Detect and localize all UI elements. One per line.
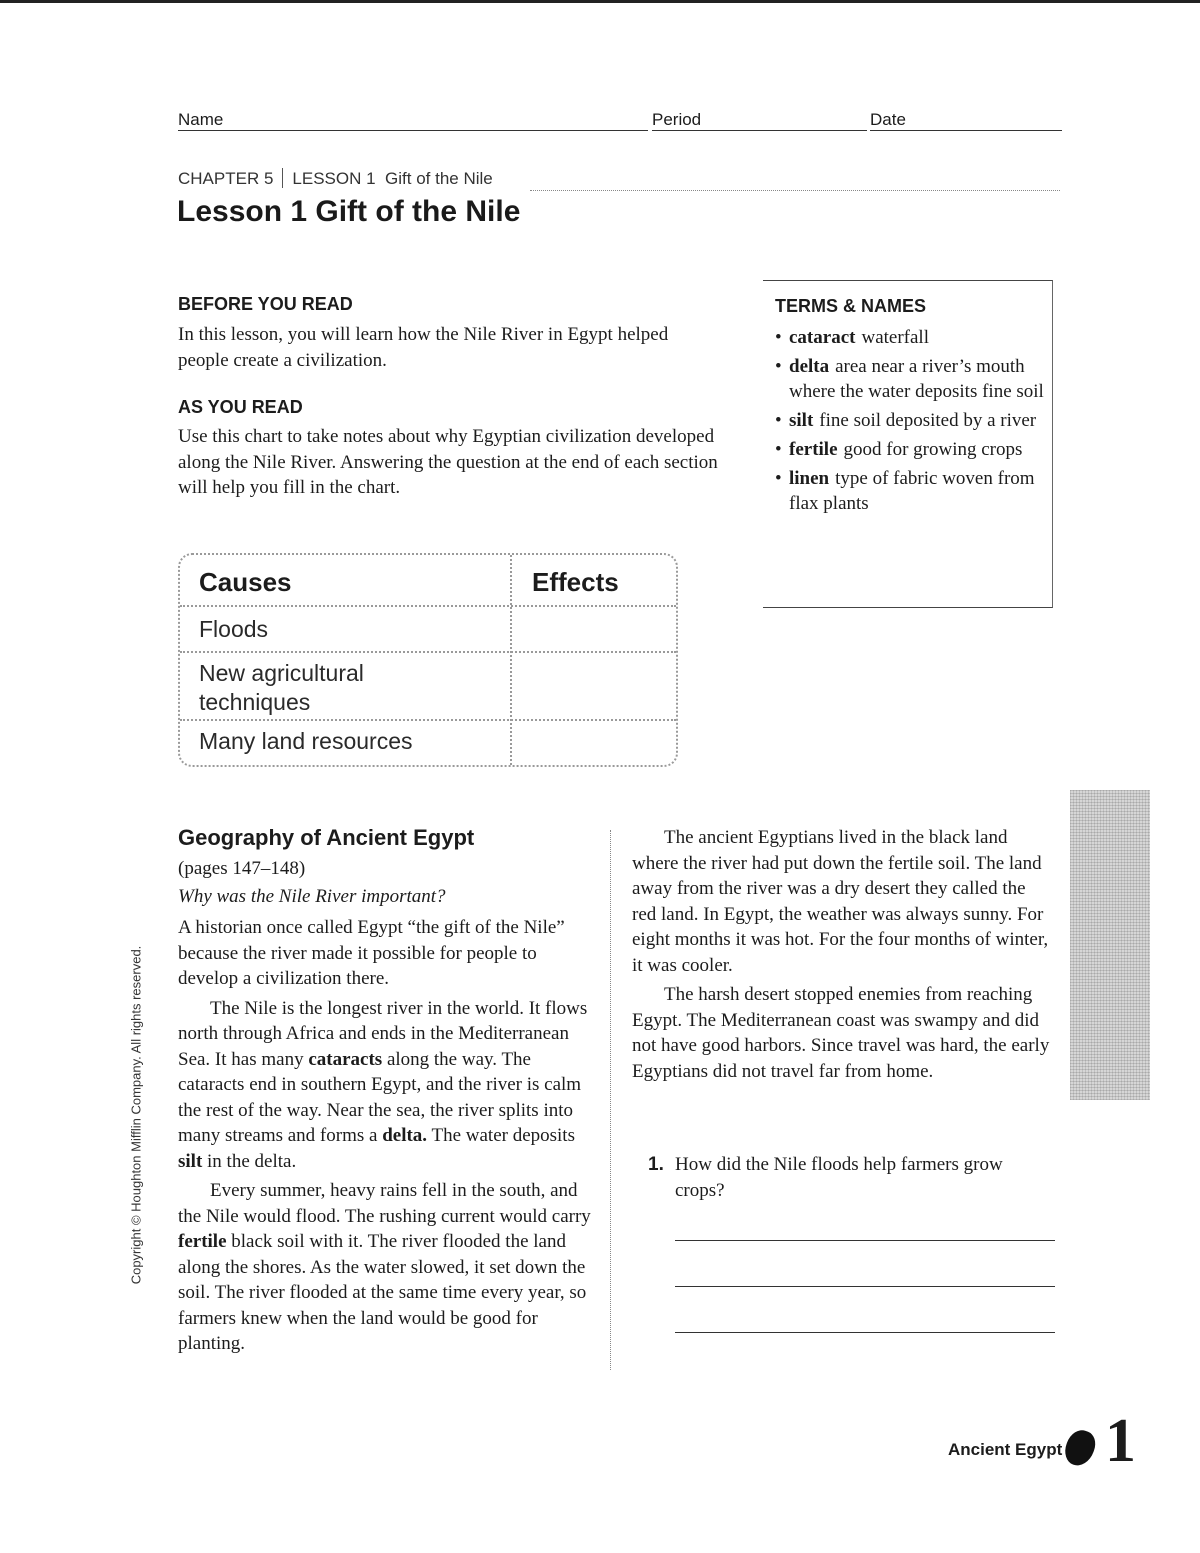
terms-list <box>775 325 1045 520</box>
date-label: Date <box>870 110 906 129</box>
question-number: 1. <box>648 1154 664 1175</box>
term-word: cataract <box>789 327 856 348</box>
text-run: black soil with it. The river flooded the land along the shores. As the water slowed, it set down the soil. The river flooded at the same time every year, so farmers knew when the land would be good for planting. <box>178 1231 587 1354</box>
key-term: silt <box>178 1150 203 1172</box>
text-run: A historian once called Egypt “the gift of the Nile” because the river made it possible for people to develop a civilization there. <box>178 917 565 989</box>
terms-heading: TERMS & NAMES <box>775 296 927 316</box>
bullet-icon: • <box>775 439 782 460</box>
before-you-read-heading: BEFORE YOU READ <box>178 294 353 314</box>
left-column-text <box>178 915 598 1361</box>
footer-label: Ancient Egypt <box>948 1440 1063 1459</box>
effect-cell[interactable] <box>514 655 670 717</box>
margin-pattern <box>1070 790 1150 1100</box>
answer-line[interactable] <box>675 1332 1055 1333</box>
term-item <box>775 466 1045 516</box>
page-title: Lesson 1 Gift of the Nile <box>177 195 521 228</box>
paragraph: The harsh desert stopped enemies from reaching Egypt. The Mediterranean coast was swampy and did not have good harbors. Since travel was hard, the early Egyptians did not travel far from home. <box>632 984 1050 1082</box>
paragraph <box>178 996 598 1175</box>
text-run: Every summer, heavy rains fell in the south, and the Nile would flood. The rushing current would carry <box>178 1180 591 1227</box>
text-run: in the delta. <box>202 1150 297 1172</box>
term-definition: good for growing crops <box>843 439 1023 460</box>
effect-cell[interactable] <box>514 609 670 649</box>
term-definition: waterfall <box>861 327 929 348</box>
top-edge-rule <box>0 0 1200 3</box>
chart-row <box>180 653 676 721</box>
cause-cell: Many land resources <box>199 728 413 754</box>
section-question: Why was the Nile River important? <box>178 886 446 907</box>
breadcrumb-divider <box>282 168 283 188</box>
chart-row <box>180 721 676 765</box>
question-text: How did the Nile floods help farmers grow crops? <box>675 1154 1003 1201</box>
answer-line[interactable] <box>675 1240 1055 1241</box>
causes-effects-chart <box>178 553 678 767</box>
text-run: The water deposits <box>427 1125 575 1146</box>
before-you-read-text: In this lesson, you will learn how the Nile River in Egypt helped people create a civilization. <box>178 324 669 371</box>
term-item <box>775 325 1045 350</box>
copyright-notice: Copyright © Houghton Mifflin Company. All rights reserved. <box>128 945 144 1285</box>
period-field[interactable] <box>652 130 867 131</box>
right-column-text <box>632 825 1052 1088</box>
as-you-read-heading: AS YOU READ <box>178 397 303 417</box>
term-word: silt <box>789 410 814 431</box>
text-run: along the way. The cataracts end in southern Egypt, and the river is calm the rest of the way. Near the sea, the river splits into many streams and forms a <box>178 1048 582 1146</box>
period-label: Period <box>652 110 702 129</box>
paragraph <box>178 1178 598 1357</box>
term-item <box>775 408 1045 433</box>
key-term: delta. <box>382 1125 428 1146</box>
chapter-label: CHAPTER 5 <box>178 169 274 188</box>
name-label: Name <box>178 110 224 129</box>
paragraph: The ancient Egyptians lived in the black land where the river had put down the fertile soil. The land away from the river was a dry desert they called the red land. In Egypt, the weather was always sunny. For eight months it was hot. For the four months of winter, it was cooler. <box>632 827 1049 976</box>
date-field[interactable] <box>870 130 1062 131</box>
bullet-icon: • <box>775 356 782 377</box>
causes-header: Causes <box>199 567 292 597</box>
effect-cell[interactable] <box>514 723 670 761</box>
bullet-icon: • <box>775 327 782 348</box>
key-term: fertile <box>178 1231 227 1252</box>
key-term: cataracts <box>308 1048 383 1070</box>
as-you-read-text: Use this chart to take notes about why Egyptian civilization developed along the Nile River. Answering the question at the end of each section will help you fill in the chart. <box>178 426 718 498</box>
chart-row <box>180 607 676 653</box>
lesson-label: LESSON 1 <box>292 169 376 188</box>
section-title: Geography of Ancient Egypt <box>178 825 475 850</box>
text-run: The Nile is the longest river in the world. It flows north through Africa and ends in the Mediterranean Sea. It has many <box>178 997 588 1070</box>
chart-header-row <box>180 555 676 607</box>
effects-header: Effects <box>532 567 619 597</box>
ink-blot-icon <box>1061 1426 1100 1469</box>
paragraph <box>178 915 598 992</box>
chapter-rule <box>530 190 1060 191</box>
cause-cell: Floods <box>199 616 269 642</box>
breadcrumb <box>178 168 493 189</box>
term-definition: type of fabric woven from flax plants <box>789 468 1035 514</box>
term-word: delta <box>789 356 830 377</box>
term-definition: fine soil deposited by a river <box>819 410 1037 431</box>
name-field[interactable] <box>178 130 648 131</box>
term-word: linen <box>789 468 830 489</box>
bullet-icon: • <box>775 468 782 489</box>
column-divider <box>610 830 611 1370</box>
page-reference: (pages 147–148) <box>178 858 306 879</box>
term-definition: area near a river’s mouth where the water deposits fine soil <box>789 356 1044 402</box>
term-item <box>775 354 1045 404</box>
answer-line[interactable] <box>675 1286 1055 1287</box>
cause-cell: New agricultural techniques <box>199 660 364 715</box>
page-number: 1 <box>1105 1407 1136 1475</box>
term-item <box>775 437 1045 462</box>
term-word: fertile <box>789 439 838 460</box>
bullet-icon: • <box>775 410 782 431</box>
lesson-subtitle: Gift of the Nile <box>385 169 493 188</box>
